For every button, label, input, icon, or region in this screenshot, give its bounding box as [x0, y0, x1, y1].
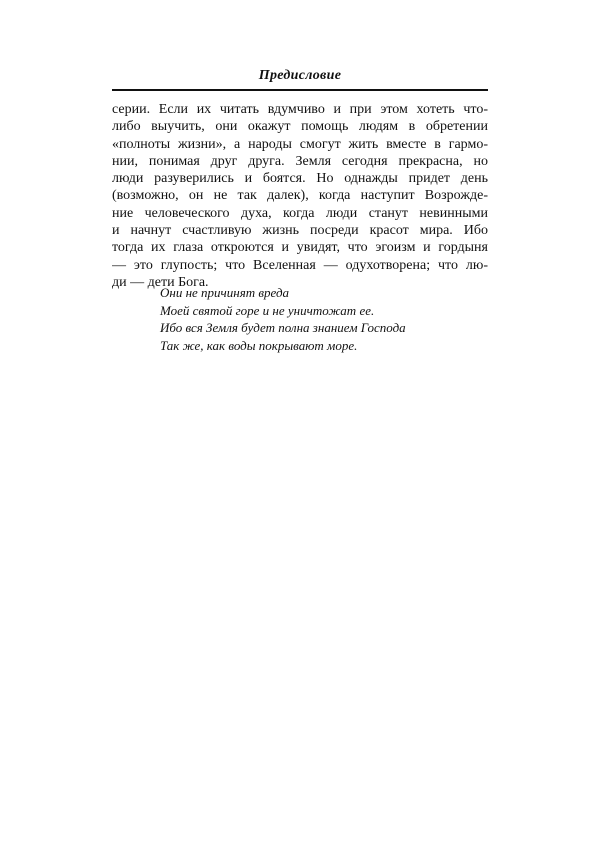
body-line: тогда их глаза откроются и увидят, что эгоизм и гордыня — [112, 240, 488, 256]
body-line: серии. Если их читать вдумчиво и при этом хотеть что- — [112, 102, 488, 117]
body-line: (возможно, он не так далек), когда наступит Возрожде- — [112, 188, 488, 204]
running-head-title: Предисловие — [258, 68, 342, 83]
poem-line: Ибо вся Земля будет полна знанием Господа — [160, 320, 406, 335]
body-line: люди разуверились и боятся. Но однажды придет день — [112, 171, 488, 187]
poem-line: Они не причинят вреда — [160, 285, 290, 300]
body-line: нии, понимая друг друга. Земля сегодня прекрасна, но — [112, 153, 488, 169]
poem-quote — [160, 284, 480, 354]
body-line: — это глупость; что Вселенная — одухотворена; что лю- — [112, 257, 488, 273]
body-line: ди — дети Бога. — [112, 274, 209, 290]
body-paragraph — [112, 101, 488, 291]
body-line: либо выучить, они окажут помощь людям в обретении — [112, 119, 488, 135]
header-rule — [112, 89, 488, 91]
body-line: и начнут счастливую жизнь посреди красот мира. Ибо — [112, 223, 488, 239]
body-line: ние человеческого духа, когда люди станут невинными — [112, 205, 488, 221]
poem-line: Так же, как воды покрывают море. — [160, 337, 358, 353]
poem-line: Моей святой горе и не уничтожат ее. — [160, 302, 375, 318]
body-line: «полноты жизни», а народы смогут жить вместе в гармо- — [112, 136, 488, 152]
